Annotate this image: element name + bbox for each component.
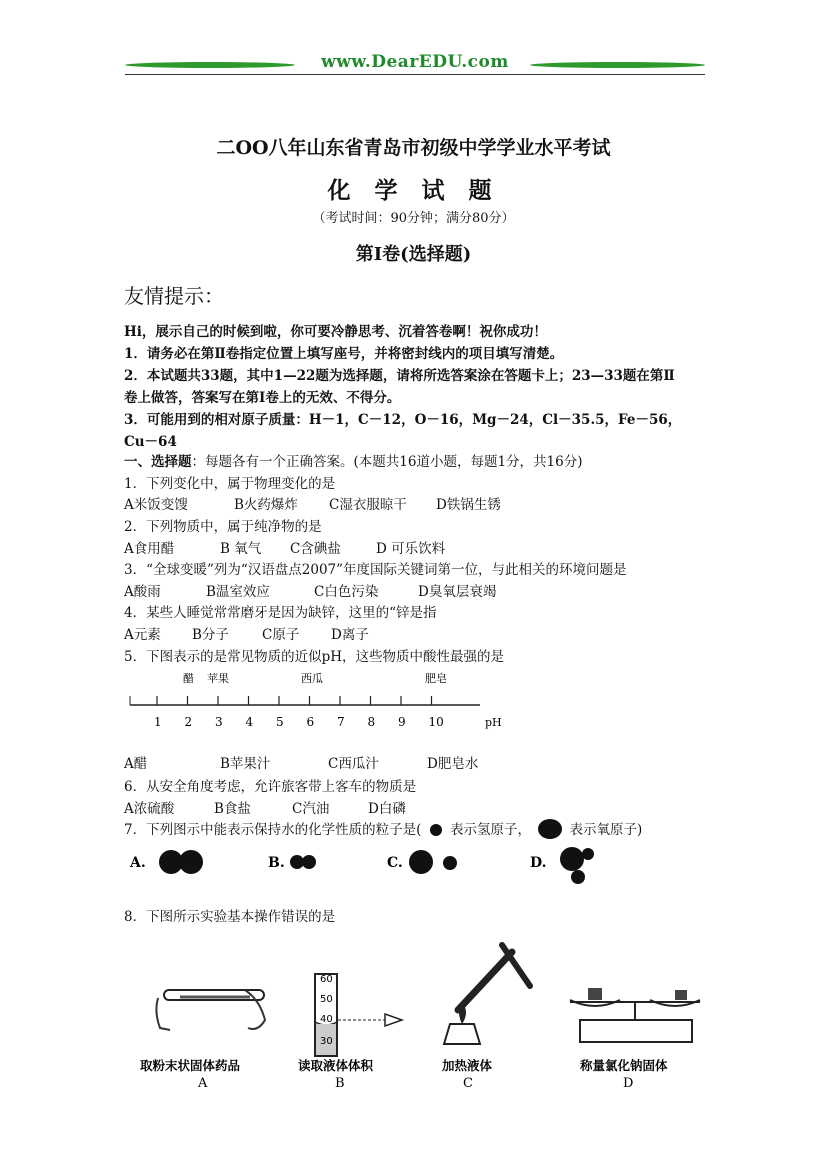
sample-icon	[675, 990, 687, 1000]
ph-tick-label: 3	[215, 715, 223, 729]
q6-option-b[interactable]: B食盐	[214, 801, 251, 817]
exam-title: 二OO八年山东省青岛市初级中学学业水平考试	[216, 137, 611, 159]
tips-line-3b: Cu－64	[124, 434, 177, 450]
q8-caption-a: 取粉末状固体药品	[140, 1058, 241, 1073]
hydrogen-atom-icon	[430, 824, 442, 836]
site-header	[125, 52, 705, 82]
q3-option-b[interactable]: B温室效应	[206, 584, 270, 600]
q4-option-c[interactable]: C原子	[262, 627, 300, 643]
eye-icon	[385, 1014, 402, 1026]
ph-label-soap: 肥皂	[425, 672, 447, 685]
q1-stem: 1．下列变化中，属于物理变化的是	[124, 476, 336, 492]
q8-figure-a	[140, 990, 265, 1090]
q4-option-a[interactable]: A元素	[124, 627, 161, 643]
q7-stem-b: 表示氢原子，	[449, 822, 531, 838]
oxygen-atom-icon	[538, 819, 562, 839]
ph-tick-label: 7	[337, 715, 345, 729]
ph-ticks	[130, 696, 444, 729]
q8-letter-c: C	[463, 1076, 473, 1090]
exam-meta: （考试时间：90分钟；满分80分）	[312, 211, 515, 226]
exam-subject: 化 学 试 题	[327, 177, 500, 204]
q7-b-hydrogen-icon	[290, 855, 304, 869]
site-url[interactable]: www.DearEDU.com	[321, 52, 509, 72]
q8-letter-d: D	[623, 1076, 634, 1090]
ph-tick-label: 8	[367, 715, 376, 729]
tips-heading: 友情提示：	[124, 284, 224, 308]
cyl-mark-30: 30	[320, 1036, 333, 1047]
volume-title: 第Ⅰ卷(选择题)	[355, 244, 472, 265]
tips-line-2a: 2．本试题共33题，其中1—22题为选择题，请将所选答案涂在答题卡上；23—33题在第Ⅱ	[124, 368, 675, 384]
weight-icon	[588, 988, 602, 1000]
tips-line-2b: 卷上做答，答案写在第Ⅰ卷上的无效、不得分。	[124, 390, 401, 406]
ph-tick-label: 9	[398, 715, 406, 729]
q8-caption-c: 加热液体	[442, 1058, 493, 1073]
q8-letter-b: B	[335, 1076, 345, 1090]
left-hand-icon	[156, 998, 170, 1030]
q7-c-oxygen-icon	[409, 850, 433, 874]
ph-tick-label: 2	[184, 715, 193, 729]
q5-option-d[interactable]: D肥皂水	[427, 756, 479, 772]
ph-tick-label: 1	[154, 715, 162, 729]
header-rule	[125, 74, 705, 75]
cyl-mark-50: 50	[320, 994, 333, 1005]
q2-option-b[interactable]: B 氧气	[220, 541, 262, 557]
q7-option-b[interactable]: B.	[268, 855, 285, 871]
q7-a-oxygen-icon-2	[179, 850, 203, 874]
header-swoosh-left	[125, 62, 295, 68]
q7-b-hydrogen-icon-2	[302, 855, 316, 869]
q7-d-hydrogen-icon-2	[582, 848, 594, 860]
section-heading-rest: ：每题各有一个正确答案。(本题共16道小题，每题1分，共16分)	[191, 454, 583, 470]
q1-option-c[interactable]: C湿衣服晾干	[329, 497, 407, 513]
q8-stem: 8．下图所示实验基本操作错误的是	[124, 909, 336, 925]
q3-option-a[interactable]: A酸雨	[124, 584, 161, 600]
section-heading-bold: 一、选择题	[124, 454, 192, 470]
ph-tick-label: 4	[245, 715, 254, 729]
q4-option-d[interactable]: D离子	[331, 627, 369, 643]
q7-d-oxygen-icon	[560, 847, 584, 871]
q7-d-hydrogen-icon	[571, 870, 585, 884]
q3-stem: 3．“全球变暖”列为“汉语盘点2007”年度国际关键词第一位，与此相关的环境问题是	[124, 562, 627, 578]
q4-stem: 4．某些人睡觉常常磨牙是因为缺锌，这里的“锌是指	[124, 605, 437, 621]
q2-option-a[interactable]: A食用醋	[124, 541, 175, 557]
ph-unit: pH	[485, 716, 502, 729]
q1-option-b[interactable]: B火药爆炸	[234, 497, 298, 513]
section-heading	[124, 450, 582, 470]
q3-option-c[interactable]: C白色污染	[314, 584, 379, 600]
q1-option-d[interactable]: D铁锅生锈	[436, 497, 501, 513]
alcohol-lamp-icon	[444, 1024, 480, 1044]
q5-option-c[interactable]: C西瓜汁	[328, 756, 379, 772]
ph-tick-label: 5	[276, 715, 284, 729]
q6-option-c[interactable]: C汽油	[292, 801, 330, 817]
q2-stem: 2．下列物质中，属于纯净物的是	[124, 519, 322, 535]
q8-figure-b	[298, 974, 402, 1090]
q8-figure-c	[441, 945, 530, 1090]
cyl-mark-40: 40	[320, 1014, 333, 1025]
q5-stem: 5．下图表示的是常见物质的近似pH，这些物质中酸性最强的是	[124, 649, 505, 665]
q1-option-a[interactable]: A米饭变馊	[124, 497, 188, 513]
ph-scale-figure	[125, 668, 515, 736]
q7-option-a[interactable]: A.	[130, 855, 146, 871]
q6-stem: 6．从安全角度考虑，允许旅客带上客车的物质是	[124, 779, 417, 795]
tube-holder-icon	[458, 952, 512, 1010]
q8-lab-figure	[140, 940, 720, 1090]
ph-label-watermelon: 西瓜	[301, 672, 323, 685]
ph-tick-label: 6	[306, 715, 315, 729]
q2-option-c[interactable]: C含碘盐	[290, 541, 341, 557]
tips-line-1: 1．请务必在第Ⅱ卷指定位置上填写座号，并将密封线内的项目填写清楚。	[124, 346, 564, 362]
q7-option-d[interactable]: D.	[530, 855, 547, 871]
q8-caption-b: 读取液体体积	[298, 1058, 374, 1073]
ph-tick-label: 10	[428, 715, 444, 729]
q5-option-b[interactable]: B苹果汁	[220, 756, 271, 772]
q6-option-d[interactable]: D白磷	[368, 801, 406, 817]
ph-label-vinegar: 醋	[183, 672, 194, 685]
q4-option-b[interactable]: B分子	[192, 627, 229, 643]
q7-option-c[interactable]: C.	[387, 855, 403, 871]
q8-letter-a: A	[198, 1076, 208, 1090]
q8-caption-d: 称量氯化钠固体	[580, 1058, 668, 1073]
q8-figure-d	[570, 988, 700, 1090]
tips-line-3a: 3．可能用到的相对原子质量：H－1，C－12，O－16，Mg－24，Cl－35.5，Fe－56，	[124, 412, 682, 428]
q2-option-d[interactable]: D 可乐饮料	[376, 541, 446, 557]
q7-stem-a: 7．下列图示中能表示保持水的化学性质的粒子是(	[124, 822, 422, 838]
header-swoosh-right	[530, 62, 705, 68]
q5-option-a[interactable]: A醋	[124, 756, 148, 772]
q7-c-hydrogen-icon	[443, 856, 457, 870]
balance-base-icon	[580, 1020, 692, 1042]
q7-molecule-options	[125, 840, 605, 890]
tips-line-0: Hi，展示自己的时候到啦，你可要冷静思考、沉着答卷啊！祝你成功！	[124, 324, 547, 340]
ph-label-apple: 苹果	[207, 672, 229, 685]
cyl-mark-60: 60	[320, 974, 333, 985]
test-tube-slanted-icon	[502, 945, 530, 986]
q7-stem-c: 表示氧原子)	[569, 822, 643, 838]
q7-stem	[124, 818, 642, 839]
q6-option-a[interactable]: A浓硫酸	[124, 801, 175, 817]
q3-option-d[interactable]: D臭氧层衰竭	[418, 584, 497, 600]
